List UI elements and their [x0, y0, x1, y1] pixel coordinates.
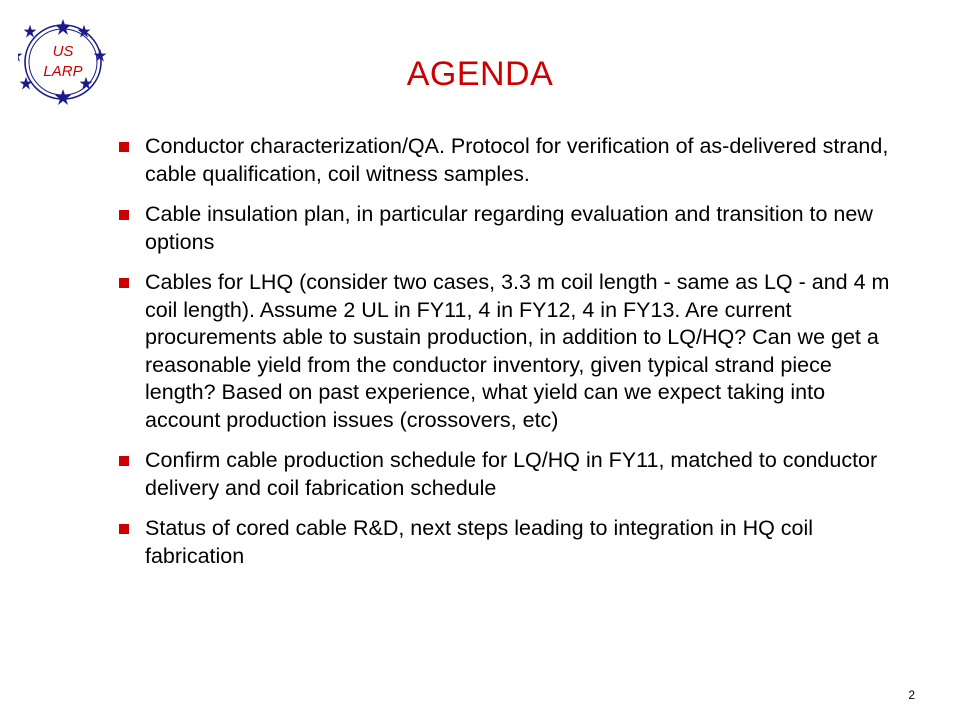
square-bullet-icon [119, 524, 129, 534]
agenda-item-text: Cables for LHQ (consider two cases, 3.3 m coil length - same as LQ - and 4 m coil length). Assume 2 UL in FY11, 4 in FY12, 4 in FY13. Are current procurements able to sustain production, in addition to LQ/HQ? Can we get a reasonable yield from the conductor inventory, given typical strand piece length? Based on past experience, what yield can we expect taking into account production issues (crossovers, etc) [145, 270, 890, 432]
square-bullet-icon [119, 142, 129, 152]
square-bullet-icon [119, 210, 129, 220]
logo-text-us: US [52, 43, 74, 60]
slide-title: AGENDA [406, 55, 554, 93]
agenda-list [117, 133, 897, 583]
agenda-item-text: Status of cored cable R&D, next steps leading to integration in HQ coil fabrication [145, 516, 814, 568]
logo-text-larp: LARP [43, 63, 83, 80]
agenda-item [117, 515, 897, 570]
agenda-item-text: Confirm cable production schedule for LQ/HQ in FY11, matched to conductor delivery and coil fabrication schedule [145, 448, 878, 500]
agenda-item-text: Cable insulation plan, in particular regarding evaluation and transition to new options [145, 202, 873, 254]
agenda-item [117, 133, 897, 188]
agenda-item [117, 447, 897, 502]
page-number: 2 [908, 688, 915, 702]
agenda-item-text: Conductor characterization/QA. Protocol for verification of as-delivered strand, cable qualification, coil witness samples. [145, 134, 889, 186]
agenda-item [117, 201, 897, 256]
agenda-item [117, 269, 897, 434]
square-bullet-icon [119, 278, 129, 288]
square-bullet-icon [119, 456, 129, 466]
